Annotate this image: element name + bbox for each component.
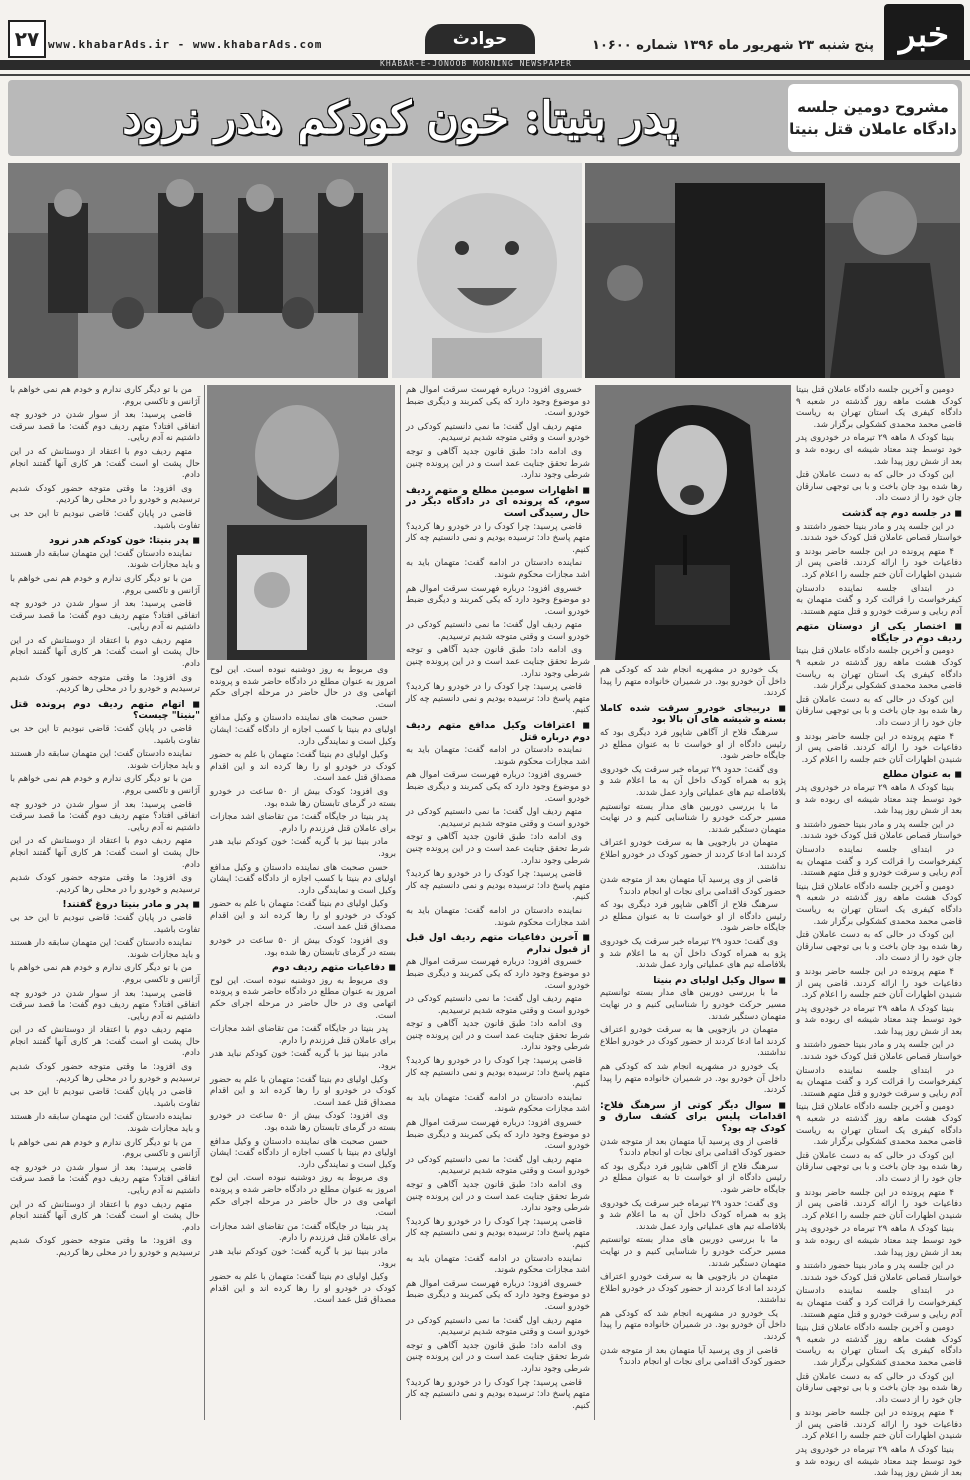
- photo-baby: [392, 163, 582, 378]
- paragraph: دومین و آخرین جلسه دادگاه عاملان قتل بنیتا کودک هشت ماهه روز گذشته در شعبه ۹ دادگاه کیفری یک استان تهران به ریاست قاضی محمد محمدی کشکولی برگزار شد.: [796, 881, 962, 927]
- column-rule: [400, 385, 401, 1420]
- paragraph: بنیتا کودک ۸ ماهه ۲۹ تیرماه در خودروی پدر خود توسط چند معتاد شیشه ای ربوده شد و بعد از شش روز پیدا شد.: [796, 1003, 962, 1037]
- paragraph: قاضی از وی پرسید آیا متهمان بعد از متوجه شدن حضور کودک اقدامی برای نجات او انجام دادند؟: [600, 875, 786, 897]
- paragraph: در ابتدای جلسه نماینده دادستان کیفرخواست را قرائت کرد و گفت متهمان به آدم ربایی و سرقت خودرو و قتل متهم هستند.: [796, 583, 962, 617]
- kicker-line-1: مشروح دومین جلسه: [797, 98, 949, 116]
- paragraph: وی افزود: کودک بیش از ۵۰ ساعت در خودرو بسته در گرمای تابستان رها شده بود.: [210, 936, 396, 958]
- photo-father-holding-picture: [207, 385, 395, 660]
- paragraph: متهم ردیف دوم با اعتقاد از دوستانش که در این حال پشت او است گفت: هر کاری آنها گفتند انجام دادم.: [10, 635, 200, 670]
- paragraph: خسروی افزود: درباره فهرست سرقت اموال هم دو موضوع وجود دارد که یکی کمربند و دیگری ضبط خودرو است.: [406, 957, 590, 991]
- paragraph: ما با بررسی دوربین های مدار بسته توانستیم مسیر حرکت خودرو را شناسایی کنیم و در نهایت متهمان دستگیر شدند.: [600, 801, 786, 835]
- paragraph: نماینده دادستان در ادامه گفت: متهمان باید به اشد مجازات محکوم شوند.: [406, 905, 590, 928]
- paragraph: قاضی در پایان گفت: قاضی نبودیم تا این حد بی تفاوت باشید.: [10, 912, 200, 935]
- paragraph: قاضی در پایان گفت: قاضی نبودیم تا این حد بی تفاوت باشید.: [10, 1087, 200, 1109]
- paragraph: وی گفت: حدود ۲۹ تیرماه خبر سرقت یک خودروی پژو به همراه کودک داخل آن به ما اعلام شد و بلافاصله تیم های عملیاتی وارد عمل شدند.: [600, 937, 786, 971]
- paragraph: ۴ متهم پرونده در این جلسه حاضر بودند و دفاعیات خود را ارائه کردند. قاضی پس از شنیدن اظهارات آنان ختم جلسه را اعلام کرد.: [796, 1408, 962, 1442]
- paragraph: نماینده دادستان در ادامه گفت: متهمان باید به اشد مجازات محکوم شوند.: [406, 1253, 590, 1276]
- paragraph: بنیتا کودک ۸ ماهه ۲۹ تیرماه در خودروی پدر خود توسط چند معتاد شیشه ای ربوده شد و بعد از شش روز پیدا شد.: [796, 1445, 962, 1479]
- column-rule: [594, 665, 595, 1420]
- paragraph: متهم ردیف اول گفت: ما نمی دانستیم کودکی در خودرو است و وقتی متوجه شدیم ترسیدیم.: [406, 421, 590, 444]
- paragraph: قاضی از وی پرسید آیا متهمان بعد از متوجه شدن حضور کودک اقدامی برای نجات او انجام دادند؟: [600, 1136, 786, 1159]
- paragraph: خسروی افزود: درباره فهرست سرقت اموال هم دو موضوع وجود دارد که یکی کمربند و دیگری ضبط خودرو است.: [406, 770, 590, 804]
- paragraph: متهمان در بازجویی ها به سرقت خودرو اعتراف کردند اما ادعا کردند از حضور کودک در خودرو اطلاع نداشتند.: [600, 838, 786, 872]
- paragraph: متهم ردیف اول گفت: ما نمی دانستیم کودکی در خودرو است و وقتی متوجه شدیم ترسیدیم.: [406, 807, 590, 829]
- photo-father-picture-image: [207, 385, 395, 660]
- subheading: ◼ اظهارات سومین مطلع و متهم ردیف سوم، که پرونده ای در دادگاه دیگر در حال رسیدگی است: [406, 484, 590, 519]
- newspaper-logo: [884, 4, 964, 66]
- paragraph: قاضی پرسید: بعد از سوار شدن در خودرو چه اتفاقی افتاد؟ متهم ردیف دوم گفت: ما قصد سرقت داشتیم نه آدم ربایی.: [10, 988, 200, 1022]
- paragraph: قاضی پرسید: چرا کودک را در خودرو رها کردید؟ متهم پاسخ داد: ترسیده بودیم و نمی دانستیم چه کار کنیم.: [406, 521, 590, 555]
- paragraph: وی گفت: حدود ۲۹ تیرماه خبر سرقت یک خودروی پژو به همراه کودک داخل آن به ما اعلام شد و بلافاصله تیم های عملیاتی وارد عمل شدند.: [600, 1198, 786, 1232]
- column-rule: [790, 385, 791, 1420]
- paragraph: وی افزود: ما وقتی متوجه حضور کودک شدیم ترسیدیم و خودرو را در محلی رها کردیم.: [10, 672, 200, 695]
- paragraph: ۴ متهم پرونده در این جلسه حاضر بودند و دفاعیات خود را ارائه کردند. قاضی پس از شنیدن اظهارات آنان ختم جلسه را اعلام کرد.: [796, 966, 962, 1001]
- paragraph: وی ادامه داد: طبق قانون جدید آگاهی و توجه شرط تحقق جنایت عمد است و در این پرونده چنین شرطی وجود ندارد.: [406, 1340, 590, 1374]
- subheading: ◼ در جلسه دوم چه گذشت: [841, 507, 962, 519]
- paragraph: یک خودرو در مشهریه انجام شد که کودکی هم داخل آن خودرو بود. در شمیران خانواده متهم را پیدا کردند.: [600, 1062, 786, 1096]
- paragraph: وی ادامه داد: طبق قانون جدید آگاهی و توجه شرط تحقق جنایت عمد است و در این پرونده چنین شرطی وجود ندارد.: [406, 1019, 590, 1053]
- column-rule: [204, 385, 205, 1420]
- paragraph: پدر بنیتا در جایگاه گفت: من تقاضای اشد مجازات برای عاملان قتل فرزندم را دارم.: [210, 1221, 396, 1244]
- paragraph: ۴ متهم پرونده در این جلسه حاضر بودند و دفاعیات خود را ارائه کردند. قاضی پس از شنیدن اظهارات آنان ختم جلسه را اعلام کرد.: [796, 1187, 962, 1221]
- subheading: ◼ اتهام متهم ردیف دوم پرونده قتل "بنیتا" چیست؟: [10, 698, 200, 722]
- paragraph: نماینده دادستان در ادامه گفت: متهمان باید به اشد مجازات محکوم شوند.: [406, 745, 590, 767]
- paragraph: حسن صحبت های نماینده دادستان و وکیل مدافع اولیای دم بنیتا با کسب اجازه از دادگاه گفت: ایشان وکیل است و نمایندگی دارد.: [210, 862, 396, 896]
- paragraph: یک خودرو در مشهریه انجام شد که کودکی هم داخل آن خودرو بود. در شمیران خانواده متهم را پیدا کردند.: [600, 665, 786, 699]
- paragraph: قاضی پرسید: چرا کودک را در خودرو رها کردید؟ متهم پاسخ داد: ترسیده بودیم و نمی دانستیم چه کار کنیم.: [406, 682, 590, 716]
- headline-kicker: [788, 84, 958, 152]
- subheading: ◼ سوال دیگر کوتی از سرهنگ فلاح: اقدامات پلیس برای کشف سارق و کودک چه بود؟: [600, 1099, 786, 1134]
- paragraph: قاضی پرسید: چرا کودک را در خودرو رها کردید؟ متهم پاسخ داد: ترسیده بودیم و نمی دانستیم چه کار کنیم.: [406, 1056, 590, 1090]
- paragraph: پدر بنیتا در جایگاه گفت: من تقاضای اشد مجازات برای عاملان قتل فرزندم را دارم.: [210, 812, 396, 834]
- paragraph: نماینده دادستان گفت: این متهمان سابقه دار هستند و باید مجازات شوند.: [10, 1112, 200, 1135]
- paragraph: متهم ردیف اول گفت: ما نمی دانستیم کودکی در خودرو است و وقتی متوجه شدیم ترسیدیم.: [406, 620, 590, 642]
- paragraph: وی افزود: کودک بیش از ۵۰ ساعت در خودرو بسته در گرمای تابستان رها شده بود.: [210, 786, 396, 809]
- paragraph: دومین و آخرین جلسه دادگاه عاملان قتل بنیتا کودک هشت ماهه روز گذشته در شعبه ۹ دادگاه کیفری یک استان تهران به ریاست قاضی محمد محمدی کشکولی برگزار شد.: [796, 1102, 962, 1148]
- paragraph: قاضی پرسید: بعد از سوار شدن در خودرو چه اتفاقی افتاد؟ متهم ردیف دوم گفت: ما قصد سرقت داشتیم نه آدم ربایی.: [10, 799, 200, 833]
- paragraph: متهم ردیف دوم با اعتقاد از دوستانش که در این حال پشت او است گفت: هر کاری آنها گفتند انجام دادم.: [10, 1025, 200, 1059]
- paragraph: ۴ متهم پرونده در این جلسه حاضر بودند و دفاعیات خود را ارائه کردند. قاضی پس از شنیدن اظهارات آنان ختم جلسه را اعلام کرد.: [796, 731, 962, 765]
- subheading: ◼ دفاعیات متهم ردیف دوم: [271, 962, 396, 974]
- paragraph: وی مربوط به روز دوشنبه نبوده است. این لوح امروز به عنوان مطلع در دادگاه حاضر شده و پرونده اتهامی وی در حال حاضر در مرحله اجرای حکم است.: [210, 665, 396, 710]
- paragraph: نماینده دادستان گفت: این متهمان سابقه دار هستند و باید مجازات شوند.: [10, 938, 200, 960]
- paragraph: وکیل اولیای دم بنیتا گفت: متهمان با علم به حضور کودک در خودرو او را رها کرده اند و این اقدام مصداق قتل عمد است.: [210, 1272, 396, 1306]
- photo-court-defendants: [8, 163, 388, 378]
- paragraph: نماینده دادستان گفت: این متهمان سابقه دار هستند و باید مجازات شوند.: [10, 548, 200, 571]
- paragraph: خسروی افزود: درباره فهرست سرقت اموال هم دو موضوع وجود دارد که یکی کمربند و دیگری ضبط خودرو است.: [406, 1278, 590, 1312]
- paragraph: این کودک در حالی که به دست عاملان قتل رها شده بود جان باخت و با بی توجهی سارقان جان خود را از دست داد.: [796, 1150, 962, 1184]
- article-column-3: [406, 385, 590, 1420]
- paragraph: حسن صحبت های نماینده دادستان و وکیل مدافع اولیای دم بنیتا با کسب اجازه از دادگاه گفت: ایشان وکیل است و نمایندگی دارد.: [210, 713, 396, 747]
- paragraph: پدر بنیتا در جایگاه گفت: من تقاضای اشد مجازات برای عاملان قتل فرزندم را دارم.: [210, 1024, 396, 1046]
- paragraph: دومین و آخرین جلسه دادگاه عاملان قتل بنیتا کودک هشت ماهه روز گذشته در شعبه ۹ دادگاه کیفری یک استان تهران به ریاست قاضی محمد محمدی کشکولی برگزار شد.: [796, 646, 962, 692]
- paragraph: در ابتدای جلسه نماینده دادستان کیفرخواست را قرائت کرد و گفت متهمان به آدم ربایی و سرقت خودرو و قتل متهم هستند.: [796, 1286, 962, 1320]
- article-column-2: [600, 665, 786, 1420]
- paragraph: متهم ردیف اول گفت: ما نمی دانستیم کودکی در خودرو است و وقتی متوجه شدیم ترسیدیم.: [406, 1315, 590, 1338]
- paragraph: متهم ردیف اول گفت: ما نمی دانستیم کودکی در خودرو است و وقتی متوجه شدیم ترسیدیم.: [406, 994, 590, 1016]
- paragraph: ۴ متهم پرونده در این جلسه حاضر بودند و دفاعیات خود را ارائه کردند. قاضی پس از شنیدن اظهارات آنان ختم جلسه را اعلام کرد.: [796, 546, 962, 580]
- paragraph: در این جلسه پدر و مادر بنیتا حضور داشتند و خواستار قصاص عاملان قتل کودک خود شدند.: [796, 819, 962, 842]
- photo-baby-image: [392, 163, 582, 378]
- paragraph: قاضی پرسید: چرا کودک را در خودرو رها کردید؟ متهم پاسخ داد: ترسیده بودیم و نمی دانستیم چه کار کنیم.: [406, 869, 590, 903]
- page-number: ۲۷: [8, 20, 46, 58]
- paragraph: وی ادامه داد: طبق قانون جدید آگاهی و توجه شرط تحقق جنایت عمد است و در این پرونده چنین شرطی وجود ندارد.: [406, 832, 590, 866]
- article-column-5: [10, 385, 200, 1420]
- paragraph: مادر بنیتا نیز با گریه گفت: خون کودکم نباید هدر برود.: [210, 837, 396, 859]
- paragraph: قاضی در پایان گفت: قاضی نبودیم تا این حد بی تفاوت باشید.: [10, 724, 200, 746]
- paragraph: دومین و آخرین جلسه دادگاه عاملان قتل بنیتا کودک هشت ماهه روز گذشته در شعبه ۹ دادگاه کیفری یک استان تهران به ریاست قاضی محمد محمدی کشکولی برگزار شد.: [796, 385, 962, 430]
- paragraph: یک خودرو در مشهریه انجام شد که کودکی هم داخل آن خودرو بود. در شمیران خانواده متهم را پیدا کردند.: [600, 1308, 786, 1343]
- headline-title: پدر بنیتا: خون کودکم هدر نرود: [122, 92, 678, 144]
- paragraph: من با تو دیگر کاری ندارم و خودم هم نمی خواهم با آژانس و تاکسی بروم.: [10, 774, 200, 796]
- dateline: پنج شنبه ۲۳ شهریور ماه ۱۳۹۶ شماره ۱۰۶۰۰: [592, 38, 874, 53]
- paragraph: وی مربوط به روز دوشنبه نبوده است. این لوح امروز به عنوان مطلع در دادگاه حاضر شده و پرونده اتهامی وی در حال حاضر در مرحله اجرای حکم است.: [210, 1173, 396, 1219]
- subheading: ◼ پدر و مادر بنیتا دروغ گفتند!: [62, 899, 200, 911]
- subheading: ◼ به عنوان مطلع: [882, 769, 962, 781]
- paragraph: وکیل اولیای دم بنیتا گفت: متهمان با علم به حضور کودک در خودرو او را رها کرده اند و این اقدام مصداق قتل عمد است.: [210, 1074, 396, 1108]
- paragraph: وی ادامه داد: طبق قانون جدید آگاهی و توجه شرط تحقق جنایت عمد است و در این پرونده چنین شرطی وجود ندارد.: [406, 446, 590, 481]
- paragraph: در این جلسه پدر و مادر بنیتا حضور داشتند و خواستار قصاص عاملان قتل کودک خود شدند.: [796, 1040, 962, 1063]
- paragraph: در ابتدای جلسه نماینده دادستان کیفرخواست را قرائت کرد و گفت متهمان به آدم ربایی و سرقت خودرو و قتل متهم هستند.: [796, 844, 962, 879]
- paragraph: بنیتا کودک ۸ ماهه ۲۹ تیرماه در خودروی پدر خود توسط چند معتاد شیشه ای ربوده شد و بعد از شش روز پیدا شد.: [796, 433, 962, 467]
- subheading: ◼ دربیجای خودرو سرقت شده کاملا بسته و شیشه های آن بالا بود: [600, 702, 786, 726]
- photo-father-cloth-image: [585, 163, 960, 378]
- paragraph: دومین و آخرین جلسه دادگاه عاملان قتل بنیتا کودک هشت ماهه روز گذشته در شعبه ۹ دادگاه کیفری یک استان تهران به ریاست قاضی محمد محمدی کشکولی برگزار شد.: [796, 1323, 962, 1368]
- paragraph: در ابتدای جلسه نماینده دادستان کیفرخواست را قرائت کرد و گفت متهمان به آدم ربایی و سرقت خودرو و قتل متهم هستند.: [796, 1065, 962, 1099]
- paragraph: در این جلسه پدر و مادر بنیتا حضور داشتند و خواستار قصاص عاملان قتل کودک خود شدند.: [796, 521, 962, 544]
- paragraph: متهم ردیف دوم با اعتقاد از دوستانش که در این حال پشت او است گفت: هر کاری آنها گفتند انجام دادم.: [10, 1199, 200, 1233]
- photo-mother-image: [595, 385, 790, 660]
- paragraph: قاضی پرسید: بعد از سوار شدن در خودرو چه اتفاقی افتاد؟ متهم ردیف دوم گفت: ما قصد سرقت داشتیم نه آدم ربایی.: [10, 599, 200, 633]
- paragraph: بنیتا کودک ۸ ماهه ۲۹ تیرماه در خودروی پدر خود توسط چند معتاد شیشه ای ربوده شد و بعد از شش روز پیدا شد.: [796, 783, 962, 817]
- section-tab: حوادث: [425, 24, 535, 54]
- masthead-text: KHABAR-E-JONOOB MORNING NEWSPAPER: [380, 59, 572, 68]
- paragraph: مادر بنیتا نیز با گریه گفت: خون کودکم نباید هدر برود.: [210, 1049, 396, 1071]
- paragraph: قاضی در پایان گفت: قاضی نبودیم تا این حد بی تفاوت باشید.: [10, 508, 200, 531]
- paragraph: ما با بررسی دوربین های مدار بسته توانستیم مسیر حرکت خودرو را شناسایی کنیم و در نهایت متهمان دستگیر شدند.: [600, 1235, 786, 1269]
- article-column-4: [210, 665, 396, 1420]
- paragraph: نماینده دادستان در ادامه گفت: متهمان باید به اشد مجازات محکوم شوند.: [406, 1092, 590, 1115]
- paragraph: این کودک در حالی که به دست عاملان قتل رها شده بود جان باخت و با بی توجهی سارقان جان خود را از دست داد.: [796, 470, 962, 504]
- paragraph: متهمان در بازجویی ها به سرقت خودرو اعتراف کردند اما ادعا کردند از حضور کودک در خودرو اطلاع نداشتند.: [600, 1025, 786, 1059]
- paragraph: حسن صحبت های نماینده دادستان و وکیل مدافع اولیای دم بنیتا با کسب اجازه از دادگاه گفت: ایشان وکیل است و نمایندگی دارد.: [210, 1136, 396, 1170]
- paragraph: وکیل اولیای دم بنیتا گفت: متهمان با علم به حضور کودک در خودرو او را رها کرده اند و این اقدام مصداق قتل عمد است.: [210, 899, 396, 933]
- paragraph: وکیل اولیای دم بنیتا گفت: متهمان با علم به حضور کودک در خودرو او را رها کرده اند و این اقدام مصداق قتل عمد است.: [210, 750, 396, 784]
- paragraph: این کودک در حالی که به دست عاملان قتل رها شده بود جان باخت و با بی توجهی سارقان جان خود را از دست داد.: [796, 1371, 962, 1405]
- paragraph: قاضی پرسید: چرا کودک را در خودرو رها کردید؟ متهم پاسخ داد: ترسیده بودیم و نمی دانستیم چه کار کنیم.: [406, 1216, 590, 1250]
- paragraph: متهم ردیف اول گفت: ما نمی دانستیم کودکی در خودرو است و وقتی متوجه شدیم ترسیدیم.: [406, 1154, 590, 1177]
- paragraph: خسروی افزود: درباره فهرست سرقت اموال هم دو موضوع وجود دارد که یکی کمربند و دیگری ضبط خودرو است.: [406, 385, 590, 419]
- photo-mother: [595, 385, 790, 660]
- subheading: ◼ سوال وکیل اولیای دم بنیتا: [653, 974, 786, 986]
- paragraph: بنیتا کودک ۸ ماهه ۲۹ تیرماه در خودروی پدر خود توسط چند معتاد شیشه ای ربوده شد و بعد از شش روز پیدا شد.: [796, 1224, 962, 1258]
- paragraph: سرهنگ فلاح از آگاهی شاپور فرد دیگری بود که رئیس دادگاه از او خواست تا به عنوان مطلع در جایگاه حاضر شود.: [600, 727, 786, 762]
- paragraph: مادر بنیتا نیز با گریه گفت: خون کودکم نباید هدر برود.: [210, 1246, 396, 1269]
- paragraph: وی افزود: کودک بیش از ۵۰ ساعت در خودرو بسته در گرمای تابستان رها شده بود.: [210, 1111, 396, 1133]
- subheading: ◼ اعترافات وکیل مدافع متهم ردیف دوم درباره قتل: [406, 720, 590, 743]
- paragraph: قاضی پرسید: بعد از سوار شدن در خودرو چه اتفاقی افتاد؟ متهم ردیف دوم گفت: ما قصد سرقت داشتیم نه آدم ربایی.: [10, 410, 200, 444]
- kicker-line-2: دادگاه عاملان قتل بنیتا: [789, 120, 957, 138]
- paragraph: نماینده دادستان در ادامه گفت: متهمان باید به اشد مجازات محکوم شوند.: [406, 558, 590, 580]
- paragraph: ما با بررسی دوربین های مدار بسته توانستیم مسیر حرکت خودرو را شناسایی کنیم و در نهایت متهمان دستگیر شدند.: [600, 988, 786, 1022]
- paragraph: این کودک در حالی که به دست عاملان قتل رها شده بود جان باخت و با بی توجهی سارقان جان خود را از دست داد.: [796, 930, 962, 964]
- paragraph: وی ادامه داد: طبق قانون جدید آگاهی و توجه شرط تحقق جنایت عمد است و در این پرونده چنین شرطی وجود ندارد.: [406, 645, 590, 679]
- paragraph: قاضی از وی پرسید آیا متهمان بعد از متوجه شدن حضور کودک اقدامی برای نجات او انجام دادند؟: [600, 1345, 786, 1368]
- paragraph: من با تو دیگر کاری ندارم و خودم هم نمی خواهم با آژانس و تاکسی بروم.: [10, 963, 200, 985]
- paragraph: من با تو دیگر کاری ندارم و خودم هم نمی خواهم با آژانس و تاکسی بروم.: [10, 1137, 200, 1160]
- paragraph: متهم ردیف دوم با اعتقاد از دوستانش که در این حال پشت او است گفت: هر کاری آنها گفتند انجام دادم.: [10, 836, 200, 870]
- paragraph: وی افزود: ما وقتی متوجه حضور کودک شدیم ترسیدیم و خودرو را در محلی رها کردیم.: [10, 1062, 200, 1084]
- paragraph: وی افزود: ما وقتی متوجه حضور کودک شدیم ترسیدیم و خودرو را در محلی رها کردیم.: [10, 1236, 200, 1258]
- subheading: ◼ پدر بنیتا: خون کودکم هدر نرود: [49, 535, 200, 547]
- paragraph: من با تو دیگر کاری ندارم و خودم هم نمی خواهم با آژانس و تاکسی بروم.: [10, 573, 200, 596]
- logo-text: خبر: [898, 15, 950, 55]
- paragraph: وی افزود: ما وقتی متوجه حضور کودک شدیم ترسیدیم و خودرو را در محلی رها کردیم.: [10, 873, 200, 895]
- paragraph: خسروی افزود: درباره فهرست سرقت اموال هم دو موضوع وجود دارد که یکی کمربند و دیگری ضبط خودرو است.: [406, 1118, 590, 1152]
- paragraph: وی ادامه داد: طبق قانون جدید آگاهی و توجه شرط تحقق جنایت عمد است و در این پرونده چنین شرطی وجود ندارد.: [406, 1180, 590, 1214]
- paragraph: در این جلسه پدر و مادر بنیتا حضور داشتند و خواستار قصاص عاملان قتل کودک خود شدند.: [796, 1261, 962, 1283]
- photo-court-image: [8, 163, 388, 378]
- website-url[interactable]: www.khabarAds.ir - www.khabarAds.com: [48, 38, 323, 51]
- paragraph: این کودک در حالی که به دست عاملان قتل رها شده بود جان باخت و با بی توجهی سارقان جان خود را از دست داد.: [796, 694, 962, 729]
- paragraph: متهم ردیف دوم با اعتقاد از دوستانش که در این حال پشت او است گفت: هر کاری آنها گفتند انجام دادم.: [10, 446, 200, 481]
- subheading: ◼ آخرین دفاعیات متهم ردیف اول قبل از قبول ندارم: [406, 932, 590, 955]
- paragraph: وی گفت: حدود ۲۹ تیرماه خبر سرقت یک خودروی پژو به همراه کودک داخل آن به ما اعلام شد و بلافاصله تیم های عملیاتی وارد عمل شدند.: [600, 764, 786, 798]
- paragraph: متهمان در بازجویی ها به سرقت خودرو اعتراف کردند اما ادعا کردند از حضور کودک در خودرو اطلاع نداشتند.: [600, 1272, 786, 1306]
- paragraph: قاضی پرسید: چرا کودک را در خودرو رها کردید؟ متهم پاسخ داد: ترسیده بودیم و نمی دانستیم چه کار کنیم.: [406, 1377, 590, 1411]
- subheading: ◼ اختصار یکی از دوستان متهم ردیف دوم در جایگاه: [796, 621, 962, 644]
- paragraph: سرهنگ فلاح از آگاهی شاپور فرد دیگری بود که رئیس دادگاه از او خواست تا به عنوان مطلع در جایگاه حاضر شود.: [600, 1161, 786, 1195]
- paragraph: وی افزود: ما وقتی متوجه حضور کودک شدیم ترسیدیم و خودرو را در محلی رها کردیم.: [10, 483, 200, 506]
- paragraph: نماینده دادستان گفت: این متهمان سابقه دار هستند و باید مجازات شوند.: [10, 749, 200, 771]
- paragraph: من با تو دیگر کاری ندارم و خودم هم نمی خواهم با آژانس و تاکسی بروم.: [10, 385, 200, 407]
- photo-father-cloth: [585, 163, 960, 378]
- paragraph: خسروی افزود: درباره فهرست سرقت اموال هم دو موضوع وجود دارد که یکی کمربند و دیگری ضبط خودرو است.: [406, 583, 590, 617]
- paragraph: قاضی پرسید: بعد از سوار شدن در خودرو چه اتفاقی افتاد؟ متهم ردیف دوم گفت: ما قصد سرقت داشتیم نه آدم ربایی.: [10, 1162, 200, 1196]
- article-column-1: [796, 385, 962, 1479]
- paragraph: سرهنگ فلاح از آگاهی شاپور فرد دیگری بود که رئیس دادگاه از او خواست تا به عنوان مطلع در جایگاه حاضر شود.: [600, 900, 786, 934]
- paragraph: وی مربوط به روز دوشنبه نبوده است. این لوح امروز به عنوان مطلع در دادگاه حاضر شده و پرونده اتهامی وی در حال حاضر در مرحله اجرای حکم است.: [210, 975, 396, 1021]
